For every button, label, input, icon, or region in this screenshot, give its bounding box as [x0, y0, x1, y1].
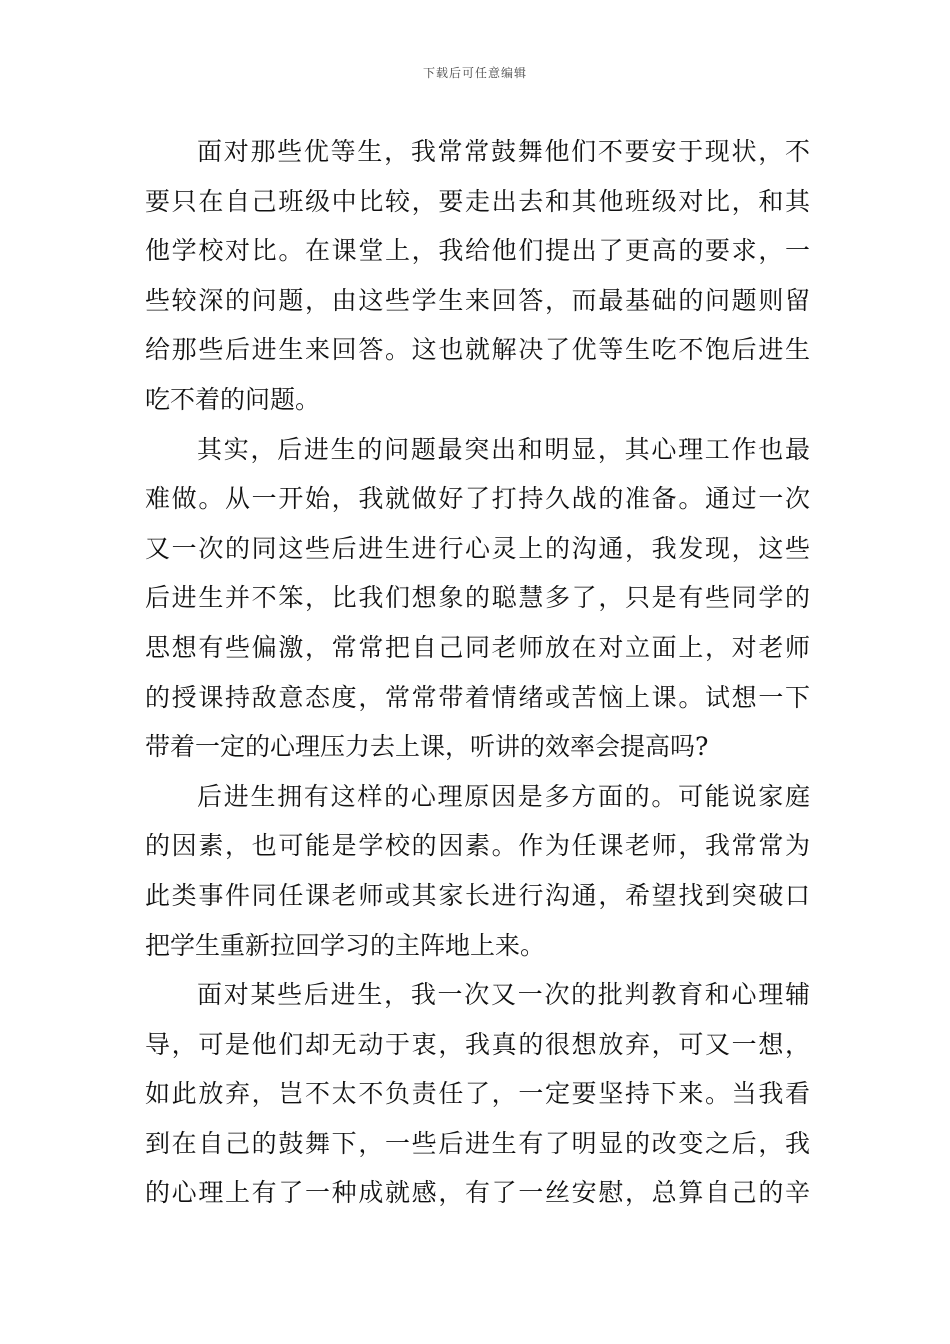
- paragraph-4-line-5: 的心理上有了一种成就感，有了一丝安慰，总算自己的辛: [145, 1178, 810, 1208]
- paragraph-1-line-6: 吃不着的问题。: [145, 384, 321, 414]
- paragraph-3-line-4: 把学生重新拉回学习的主阵地上来。: [145, 930, 546, 960]
- paragraph-2-line-2: 难做。从一开始，我就做好了打持久战的准备。通过一次: [145, 484, 810, 514]
- paragraph-1-line-1: 面对那些优等生，我常常鼓舞他们不要安于现状，不: [197, 137, 810, 166]
- paragraph-3-line-3: 此类事件同任课老师或其家长进行沟通，希望找到突破口: [145, 880, 810, 910]
- paragraph-1-line-3: 他学校对比。在课堂上，我给他们提出了更高的要求，一: [145, 236, 810, 266]
- paragraph-4-line-2: 导，可是他们却无动于衷，我真的很想放弃，可又一想，: [145, 1029, 810, 1059]
- paragraph-1-line-2: 要只在自己班级中比较，要走出去和其他班级对比，和其: [145, 186, 810, 216]
- paragraph-4-line-1: 面对某些后进生，我一次又一次的批判教育和心理辅: [197, 980, 810, 1010]
- paragraph-2-line-1: 其实，后进生的问题最突出和明显，其心理工作也最: [197, 434, 810, 464]
- paragraph-2-line-5: 思想有些偏激，常常把自己同老师放在对立面上，对老师: [145, 632, 810, 662]
- document-body: [145, 127, 810, 1218]
- paragraph-1-line-4: 些较深的问题，由这些学生来回答，而最基础的问题则留: [145, 285, 810, 315]
- page-header: 下载后可任意编辑: [422, 66, 527, 80]
- paragraph-2-line-4: 后进生并不笨，比我们想象的聪慧多了，只是有些同学的: [145, 583, 810, 613]
- paragraph-2-line-3: 又一次的同这些后进生进行心灵上的沟通，我发现，这些: [145, 533, 810, 563]
- paragraph-2-line-7: 带着一定的心理压力去上课，听讲的效率会提高吗?: [145, 732, 709, 762]
- paragraph-4-line-4: 到在自己的鼓舞下，一些后进生有了明显的改变之后，我: [145, 1128, 810, 1158]
- paragraph-3-line-2: 的因素，也可能是学校的因素。作为任课老师，我常常为: [145, 831, 810, 861]
- paragraph-4-line-3: 如此放弃，岂不太不负责任了，一定要坚持下来。当我看: [145, 1079, 810, 1109]
- paragraph-3-line-1: 后进生拥有这样的心理原因是多方面的。可能说家庭: [197, 781, 810, 811]
- paragraph-2-line-6: 的授课持敌意态度，常常带着情绪或苦恼上课。试想一下: [145, 682, 810, 712]
- paragraph-1-line-5: 给那些后进生来回答。这也就解决了优等生吃不饱后进生: [145, 335, 810, 365]
